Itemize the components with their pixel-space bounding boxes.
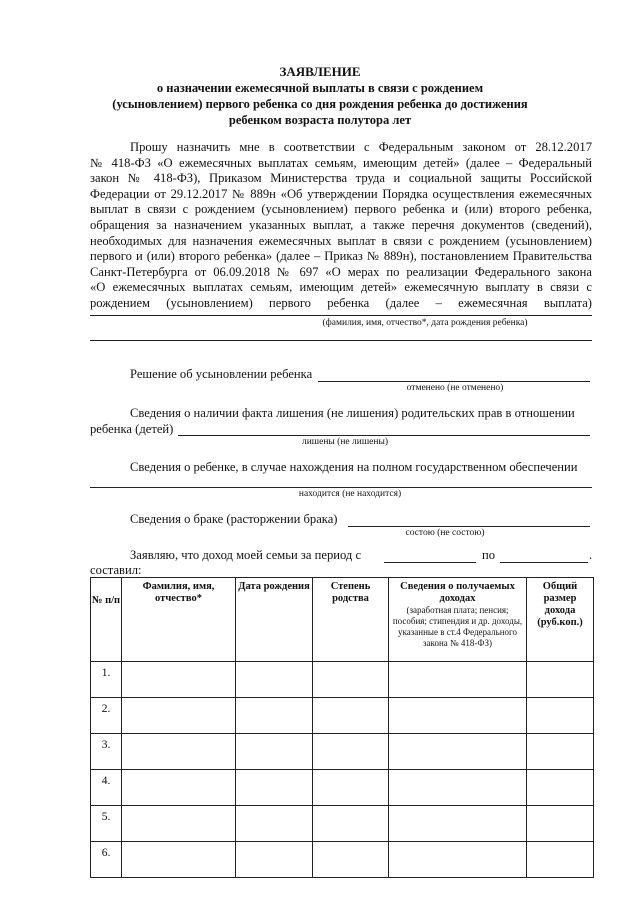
paragraph-line: закон № 418-ФЗ), Приказом Министерства труда и социальной защиты Российской (90, 171, 592, 186)
cell-name[interactable] (122, 662, 236, 698)
income-period-suffix: составил: (90, 563, 142, 577)
cell-dob[interactable] (236, 662, 313, 698)
row-number: 5. (91, 806, 122, 842)
document-subtitle-1: о назначении ежемесячной выплаты в связи с рождением (156, 81, 484, 95)
cell-income[interactable] (389, 698, 527, 734)
cell-name[interactable] (122, 842, 236, 878)
row-number: 2. (91, 698, 122, 734)
income-period-end: . (589, 548, 593, 562)
table-row (91, 806, 594, 842)
income-period-mid: по (482, 548, 496, 562)
rights-label-1: Сведения о наличии факта лишения (не лишения) родительских прав в отношении (130, 406, 575, 420)
row-number: 1. (91, 662, 122, 698)
header-income (389, 578, 527, 662)
income-period-from[interactable] (384, 562, 476, 563)
paragraph-line: Прошу назначить мне в соответствии с Федеральным законом от 28.12.2017 (130, 140, 592, 154)
adoption-field[interactable] (318, 381, 590, 382)
cell-total[interactable] (527, 806, 594, 842)
cell-income[interactable] (389, 734, 527, 770)
cell-relation[interactable] (313, 662, 389, 698)
child-name-line[interactable] (90, 315, 592, 316)
cell-dob[interactable] (236, 806, 313, 842)
header-income-sub: (заработная плата; пенсия; пособия; стипендия и др. доходы, указанные в ст.4 Федерального закона № 418-ФЗ) (392, 605, 523, 648)
cell-name[interactable] (122, 770, 236, 806)
marriage-field[interactable] (348, 526, 590, 527)
cell-income[interactable] (389, 842, 527, 878)
child-name-caption: (фамилия, имя, отчество*, дата рождения ребенка) (322, 318, 528, 328)
table-row (91, 770, 594, 806)
support-label: Сведения о ребенке, в случае нахождения на полном государственном обеспечении (130, 460, 578, 474)
header-name: Фамилия, имя, отчество* (122, 578, 236, 662)
cell-relation[interactable] (313, 770, 389, 806)
document-subtitle-3: ребенком возраста полутора лет (228, 113, 412, 127)
paragraph-line: необходимых для назначения ежемесячных выплат в связи с рождением (усыновлением) (90, 233, 592, 248)
cell-income[interactable] (389, 662, 527, 698)
adoption-label: Решение об усыновлении ребенка (130, 367, 313, 381)
cell-relation[interactable] (313, 842, 389, 878)
child-name-line-2[interactable] (90, 340, 592, 341)
marriage-label: Сведения о браке (расторжении брака) (130, 512, 338, 526)
header-num: № п/п (91, 578, 122, 662)
table-row (91, 842, 594, 878)
rights-label-2: ребенка (детей) (90, 422, 174, 436)
cell-total[interactable] (527, 770, 594, 806)
request-paragraph (90, 140, 592, 312)
cell-income[interactable] (389, 770, 527, 806)
paragraph-line: рождением (усыновлением) первого ребенка (далее – ежемесячная выплата) (90, 295, 592, 310)
paragraph-line: первого и (или) второго ребенка» (далее – Приказ № 889н), постановлением Правительства (90, 249, 592, 264)
header-income-title: Сведения о получаемых доходах (400, 581, 515, 604)
income-period-to[interactable] (500, 562, 588, 563)
cell-total[interactable] (527, 698, 594, 734)
cell-name[interactable] (122, 734, 236, 770)
cell-total[interactable] (527, 842, 594, 878)
cell-dob[interactable] (236, 734, 313, 770)
table-row (91, 734, 594, 770)
cell-total[interactable] (527, 662, 594, 698)
cell-relation[interactable] (313, 734, 389, 770)
cell-relation[interactable] (313, 698, 389, 734)
support-caption: находится (не находится) (298, 489, 402, 499)
header-total: Общий размер дохода (руб.коп.) (527, 578, 594, 662)
paragraph-line: выплат в связи с рождением (усыновлением) первого ребенка и (или) второго ребенка, (90, 202, 592, 217)
adoption-caption: отменено (не отменено) (406, 383, 504, 393)
paragraph-line: Санкт-Петербурга от 06.09.2018 № 697 «О мерах по реализации Федерального закона (90, 264, 592, 279)
support-field[interactable] (90, 487, 592, 488)
paragraph-line: № 418-ФЗ «О ежемесячных выплатах семьям, имеющим детей» (далее – Федеральный (90, 155, 592, 170)
cell-name[interactable] (122, 806, 236, 842)
cell-income[interactable] (389, 806, 527, 842)
cell-dob[interactable] (236, 770, 313, 806)
income-table (90, 577, 594, 878)
header-dob: Дата рождения (236, 578, 313, 662)
cell-name[interactable] (122, 698, 236, 734)
row-number: 4. (91, 770, 122, 806)
income-period-prefix: Заявляю, что доход моей семьи за период с (130, 548, 362, 562)
cell-dob[interactable] (236, 842, 313, 878)
paragraph-line: обращения за назначением указанных выплат, а также перечня документов (сведений), (90, 217, 592, 232)
paragraph-line: Федерации от 29.12.2017 № 889н «Об утверждении Порядка осуществления ежемесячных (90, 186, 592, 201)
row-number: 3. (91, 734, 122, 770)
table-row (91, 698, 594, 734)
rights-field[interactable] (178, 435, 590, 436)
cell-total[interactable] (527, 734, 594, 770)
header-relation: Степень родства (313, 578, 389, 662)
paragraph-line: «О ежемесячных выплатах семьям, имеющим детей» ежемесячную выплату в связи с (90, 280, 592, 295)
cell-relation[interactable] (313, 806, 389, 842)
rights-caption: лишены (не лишены) (301, 437, 389, 447)
table-row (91, 662, 594, 698)
row-number: 6. (91, 842, 122, 878)
cell-dob[interactable] (236, 698, 313, 734)
marriage-caption: состою (не состою) (405, 528, 485, 538)
document-subtitle-2: (усыновлением) первого ребенка со дня рождения ребенка до достижения (112, 97, 528, 111)
document-title: ЗАЯВЛЕНИЕ (279, 64, 361, 79)
